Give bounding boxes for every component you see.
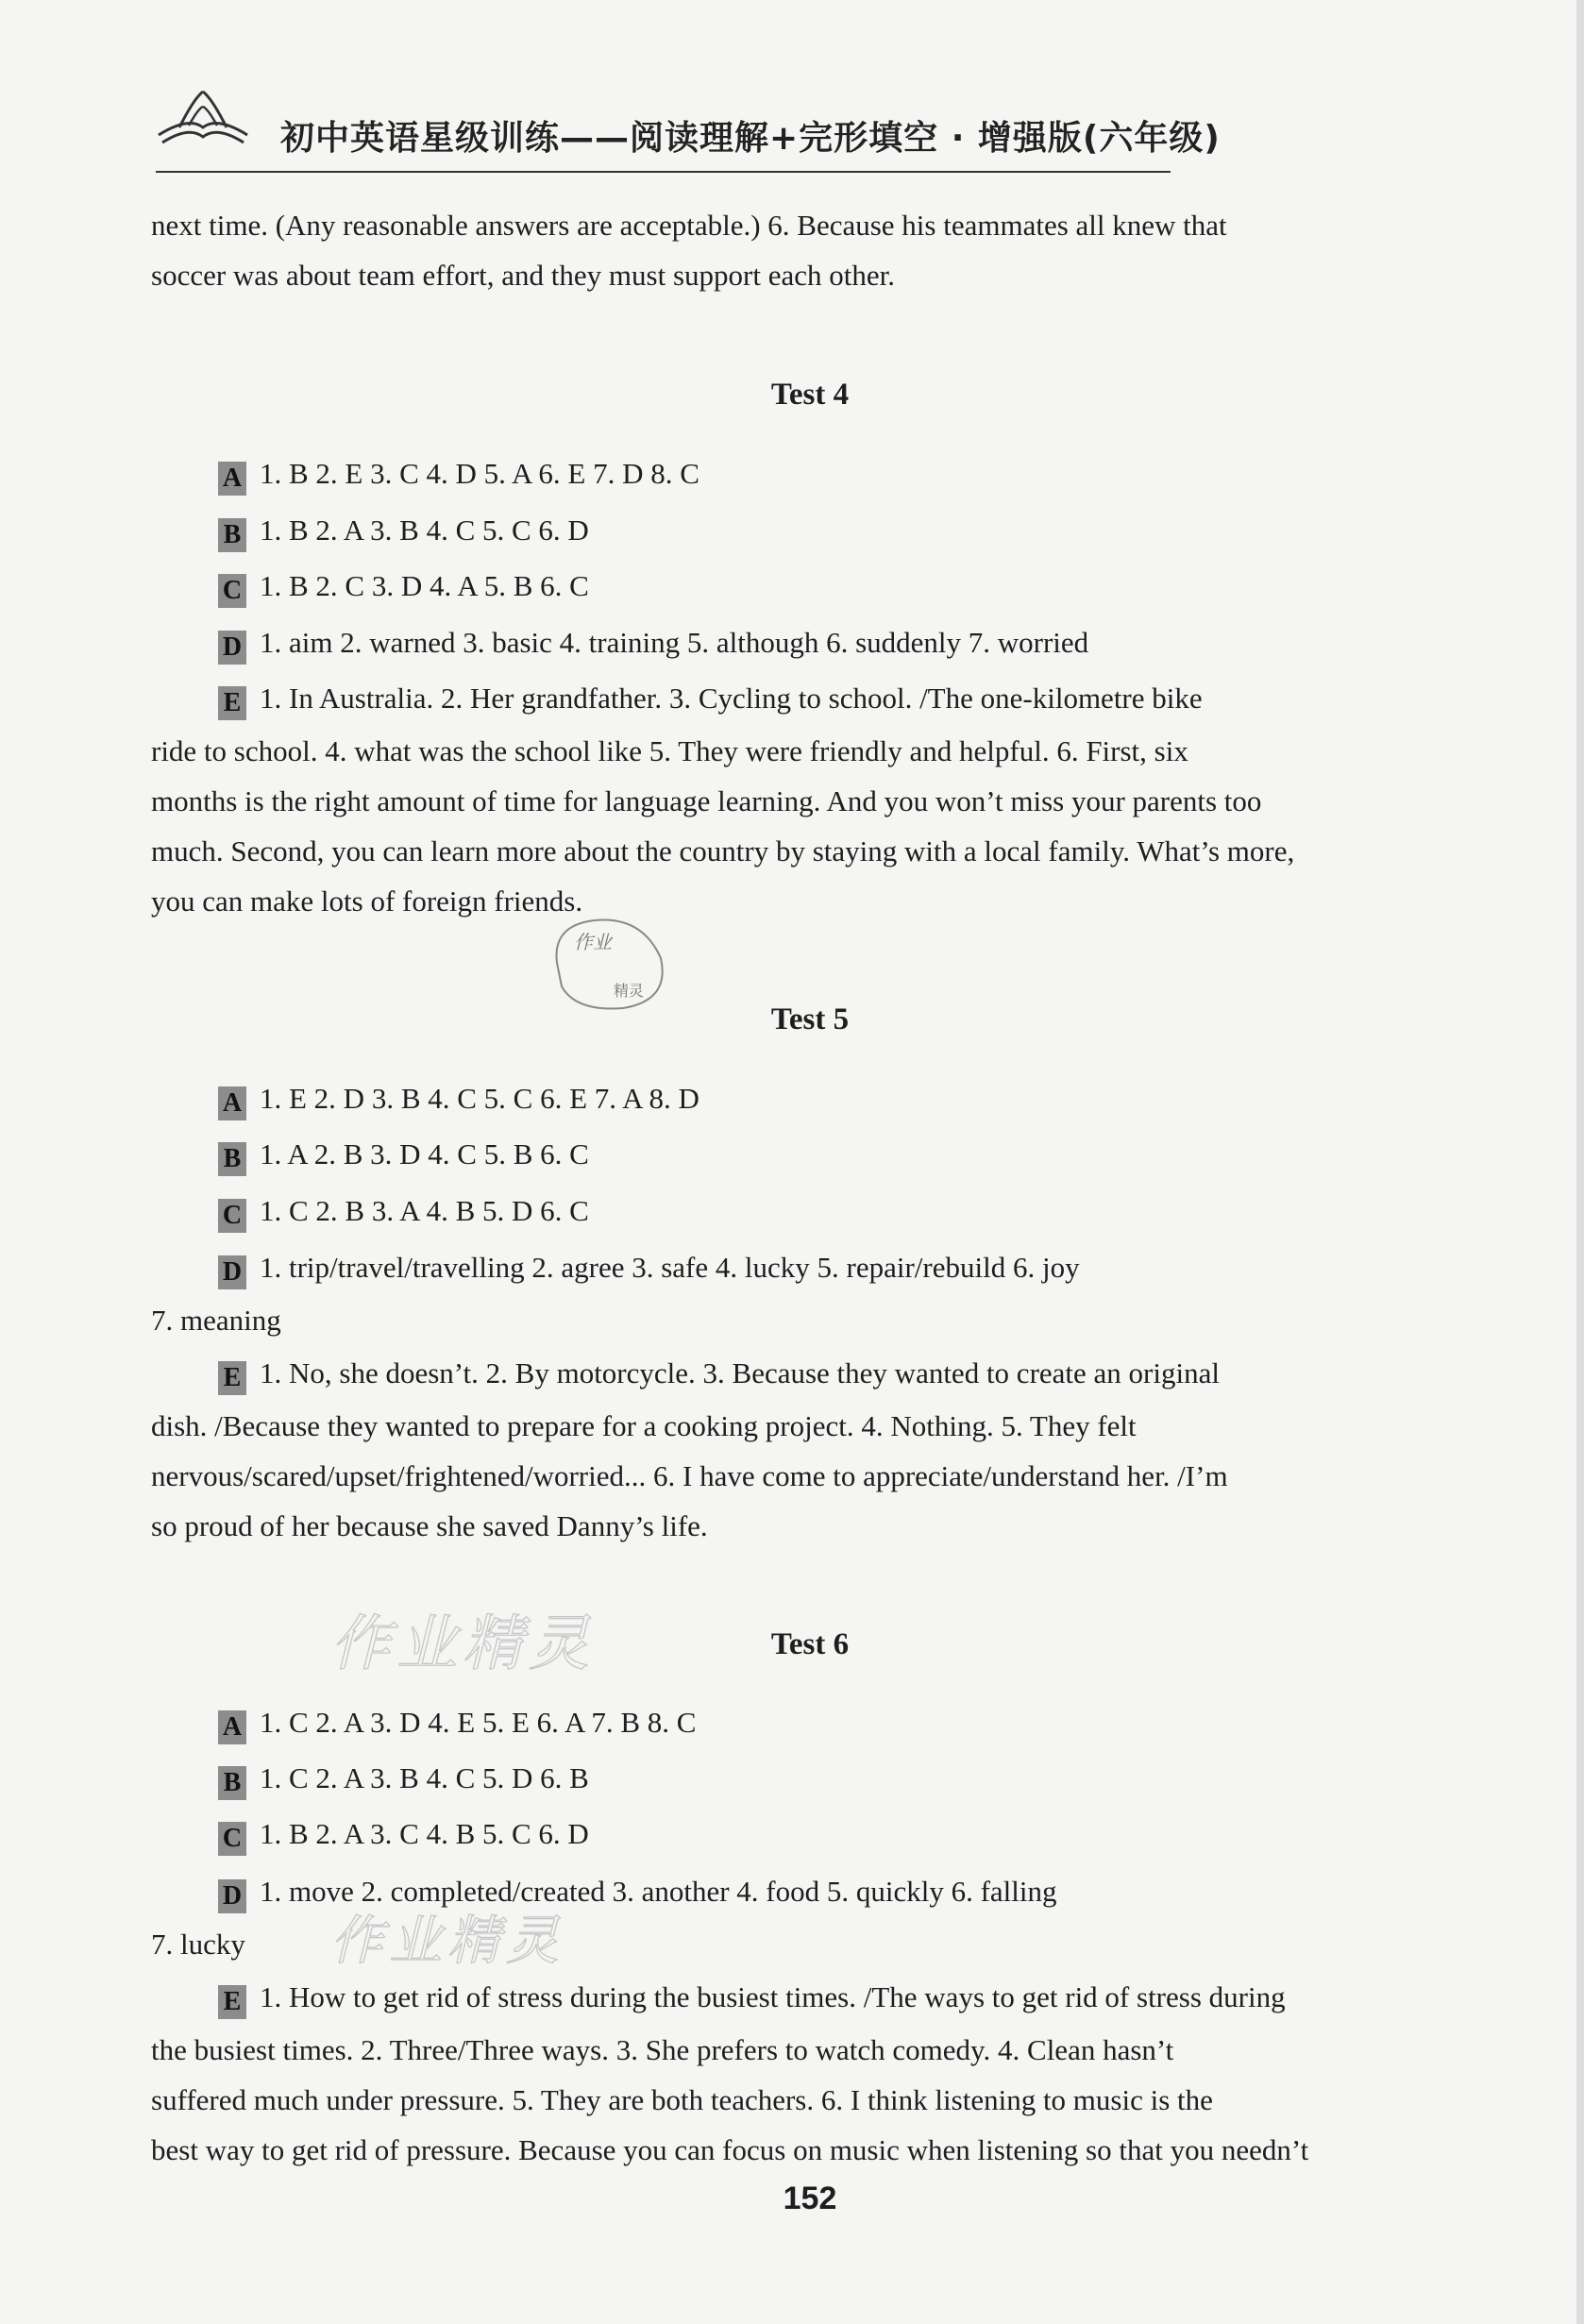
text-line: best way to get rid of pressure. Because you can focus on music when listening so that you needn’t (151, 2133, 1309, 2166)
text-line: months is the right amount of time for language learning. And you won’t miss your parents too (151, 784, 1262, 817)
watermark: 作业精灵 (330, 1911, 565, 1972)
section-d-badge: D (218, 1879, 246, 1913)
test-6-row-e (218, 1979, 1286, 2019)
intro-paragraph (151, 200, 1469, 300)
text-line: next time. (Any reasonable answers are acceptable.) 6. Because his teammates all knew that (151, 209, 1227, 242)
test-6-row-c (218, 1815, 589, 1856)
test-4-heading: Test 4 (770, 378, 850, 412)
stamp-text-top: 作业 (574, 933, 612, 953)
answers-text: 1. trip/travel/travelling 2. agree 3. safe 4. lucky 5. repair/rebuild 6. joy (260, 1251, 1080, 1284)
section-d-badge: D (218, 631, 246, 665)
section-e-badge: E (218, 1985, 246, 2019)
page-header-title: 初中英语星级训练——阅读理解+完形填空 · 增强版(六年级) (280, 119, 1221, 158)
section-b-badge: B (218, 518, 246, 552)
header-divider (156, 171, 1171, 173)
test-4-row-d (218, 624, 1088, 665)
section-d-badge: D (218, 1255, 246, 1289)
test-6-e-continued (151, 2025, 1469, 2175)
answers-text: 1. C 2. B 3. A 4. B 5. D 6. C (260, 1194, 589, 1227)
text-line: dish. /Because they wanted to prepare for a cooking project. 4. Nothing. 5. They felt (151, 1409, 1137, 1442)
answers-text: 1. C 2. A 3. B 4. C 5. D 6. B (260, 1761, 589, 1794)
text-line: soccer was about team effort, and they must support each other. (151, 259, 895, 292)
section-e-badge: E (218, 1361, 246, 1395)
answers-text: 1. E 2. D 3. B 4. C 5. C 6. E 7. A 8. D (260, 1082, 699, 1115)
answers-text: 1. B 2. C 3. D 4. A 5. B 6. C (260, 569, 589, 602)
text-line: you can make lots of foreign friends. (151, 884, 583, 918)
answers-text: 1. aim 2. warned 3. basic 4. training 5. although 6. suddenly 7. worried (260, 626, 1089, 659)
section-b-badge: B (218, 1766, 246, 1800)
test-5-row-e (218, 1355, 1220, 1395)
test-5-e-continued (151, 1401, 1469, 1551)
section-c-badge: C (218, 574, 246, 608)
answers-text: 1. move 2. completed/created 3. another 4. food 5. quickly 6. falling (260, 1875, 1057, 1908)
section-a-badge: A (218, 1710, 246, 1744)
answers-text: 1. B 2. A 3. B 4. C 5. C 6. D (260, 514, 589, 547)
page-number: 152 (783, 2181, 837, 2216)
answers-text: 1. B 2. E 3. C 4. D 5. A 6. E 7. D 8. C (260, 457, 699, 490)
test-5-row-a (218, 1080, 699, 1120)
test-6-row-b (218, 1760, 589, 1800)
text-line: the busiest times. 2. Three/Three ways. 3. She prefers to watch comedy. 4. Clean hasn’t (151, 2033, 1174, 2066)
text-line: much. Second, you can learn more about the country by staying with a local family. What’s more, (151, 834, 1295, 867)
text-line: suffered much under pressure. 5. They are both teachers. 6. I think listening to music is the (151, 2083, 1213, 2116)
test-4-row-e (218, 680, 1203, 720)
test-6-row-d (218, 1873, 1057, 1913)
text-line: so proud of her because she saved Danny’s life. (151, 1509, 708, 1542)
section-c-badge: C (218, 1822, 246, 1856)
test-4-e-continued (151, 726, 1469, 926)
section-b-badge: B (218, 1142, 246, 1176)
test-5-row-b (218, 1136, 589, 1176)
book-logo (151, 80, 255, 156)
test-5-heading: Test 5 (770, 1002, 850, 1036)
test-5-row-c (218, 1192, 589, 1233)
answers-text: 1. No, she doesn’t. 2. By motorcycle. 3. Because they wanted to create an original (260, 1356, 1220, 1389)
text-line: 7. meaning (151, 1304, 281, 1337)
test-6-heading: Test 6 (770, 1627, 850, 1661)
text-line: nervous/scared/upset/frightened/worried... 6. I have come to appreciate/understand her. /I’m (151, 1459, 1228, 1492)
page-edge-shadow (1576, 0, 1584, 2324)
answers-text: 1. B 2. A 3. C 4. B 5. C 6. D (260, 1817, 589, 1850)
test-4-row-a (218, 455, 699, 496)
section-c-badge: C (218, 1199, 246, 1233)
test-4-row-c (218, 567, 589, 608)
test-6-d-continued (151, 1919, 1469, 1969)
answers-text: 1. In Australia. 2. Her grandfather. 3. Cycling to school. /The one-kilometre bike (260, 682, 1203, 715)
section-a-badge: A (218, 1086, 246, 1120)
text-line: 7. lucky (151, 1928, 245, 1961)
answers-text: 1. How to get rid of stress during the busiest times. /The ways to get rid of stress during (260, 1980, 1286, 2013)
answers-text: 1. C 2. A 3. D 4. E 5. E 6. A 7. B 8. C (260, 1706, 697, 1739)
watermark: 作业精灵 (330, 1609, 595, 1679)
stamp-text-bottom: 精灵 (614, 984, 645, 1000)
test-5-row-d (218, 1249, 1080, 1289)
answers-text: 1. A 2. B 3. D 4. C 5. B 6. C (260, 1137, 589, 1170)
section-e-badge: E (218, 686, 246, 720)
test-5-d-continued (151, 1295, 1469, 1345)
test-6-row-a (218, 1704, 696, 1744)
test-4-row-b (218, 512, 589, 552)
text-line: ride to school. 4. what was the school like 5. They were friendly and helpful. 6. First, six (151, 734, 1188, 767)
section-a-badge: A (218, 462, 246, 496)
